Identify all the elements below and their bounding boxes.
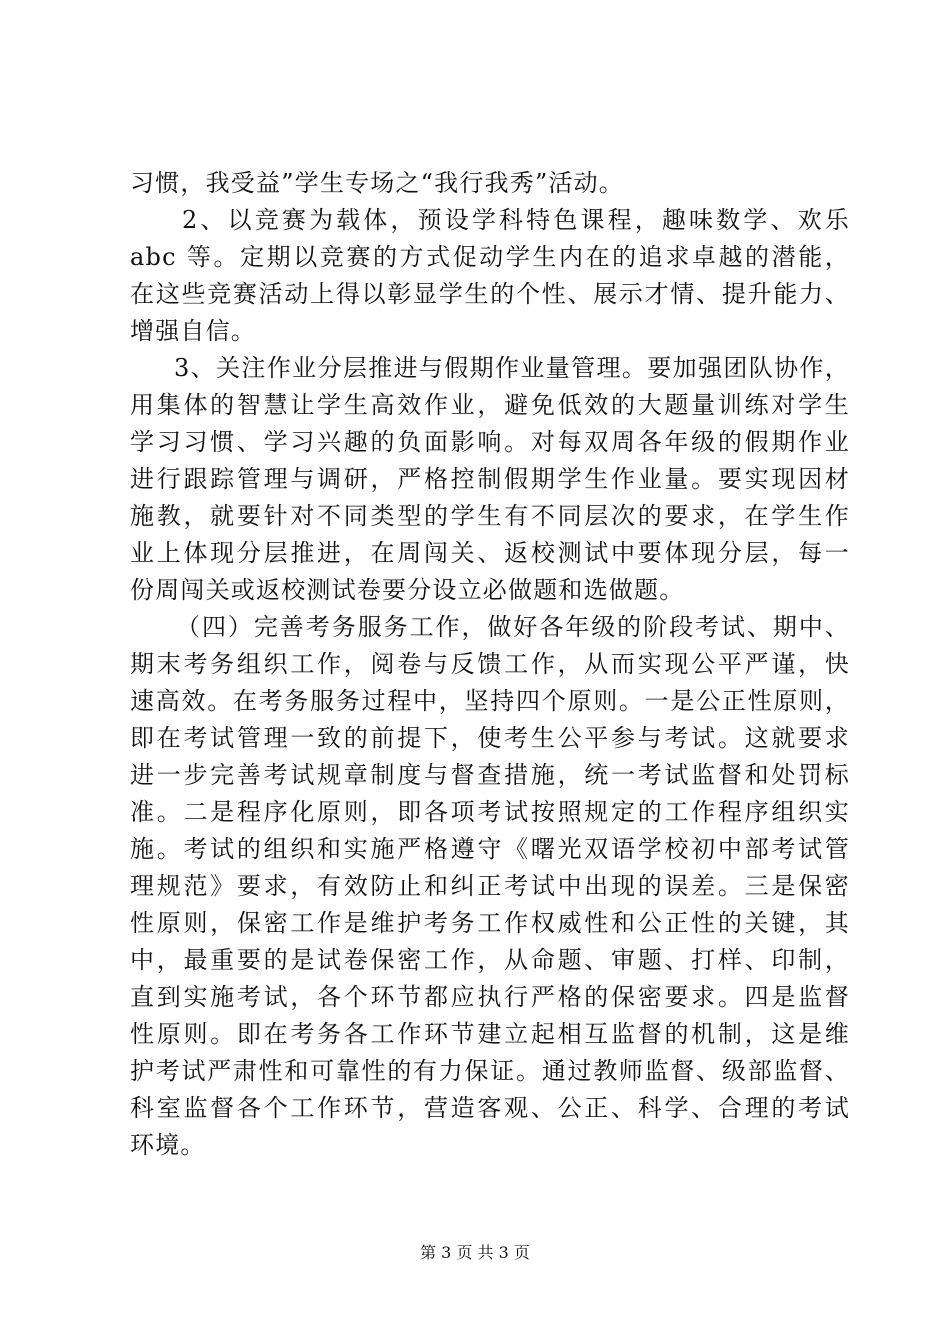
text-line-1: 习惯，我受益”学生专场之“我行我秀”活动。 — [130, 169, 625, 197]
text-line-25: 护考试严肃性和可靠性的有力保证。通过教师监督、级部监督、 — [130, 1057, 850, 1085]
text-line-3: abc 等。定期以竞赛的方式促动学生内在的追求卓越的潜能， — [130, 243, 850, 271]
text-line-4: 在这些竞赛活动上得以彰显学生的个性、展示才情、提升能力、 — [130, 280, 850, 308]
page-footer — [0, 1242, 950, 1264]
text-line-23: 直到实施考试，各个环节都应执行严格的保密要求。四是监督 — [130, 983, 850, 1011]
page-number-label: 第 3 页 共 3 页 — [420, 1243, 530, 1262]
text-line-15: 速高效。在考务服务过程中，坚持四个原则。一是公正性原则， — [130, 687, 850, 715]
text-line-22: 中，最重要的是试卷保密工作，从命题、审题、打样、印制， — [130, 946, 850, 974]
text-line-17: 进一步完善考试规章制度与督查措施，统一考试监督和处罚标 — [130, 761, 850, 789]
text-line-20: 理规范》要求，有效防止和纠正考试中出现的误差。三是保密 — [130, 872, 850, 900]
text-line-7: 用集体的智慧让学生高效作业，避免低效的大题量训练对学生 — [130, 391, 850, 419]
text-line-16: 即在考试管理一致的前提下，使考生公平参与考试。这就要求 — [130, 724, 850, 752]
text-line-27: 环境。 — [130, 1131, 206, 1159]
text-line-24: 性原则。即在考务各工作环节建立起相互监督的机制，这是维 — [130, 1020, 850, 1048]
text-line-19: 施。考试的组织和实施严格遵守《曙光双语学校初中部考试管 — [130, 835, 850, 863]
text-line-2: 2、以竞赛为载体，预设学科特色课程，趣味数学、欢乐 — [182, 206, 850, 234]
document-body — [130, 165, 850, 1164]
text-line-11: 业上体现分层推进，在周闯关、返校测试中要体现分层，每一 — [130, 539, 850, 567]
text-line-5: 增强自信。 — [130, 317, 256, 345]
text-line-10: 施教，就要针对不同类型的学生有不同层次的要求，在学生作 — [130, 502, 850, 530]
text-line-8: 学习习惯、学习兴趣的负面影响。对每双周各年级的假期作业 — [130, 428, 850, 456]
text-line-14: 期末考务组织工作，阅卷与反馈工作，从而实现公平严谨，快 — [130, 650, 850, 678]
text-line-6: 3、关注作业分层推进与假期作业量管理。要加强团队协作， — [174, 354, 850, 382]
text-line-18: 准。二是程序化原则，即各项考试按照规定的工作程序组织实 — [130, 798, 850, 826]
text-line-9: 进行跟踪管理与调研，严格控制假期学生作业量。要实现因材 — [130, 465, 850, 493]
text-line-21: 性原则，保密工作是维护考务工作权威性和公正性的关键，其 — [130, 909, 850, 937]
text-line-26: 科室监督各个工作环节，营造客观、公正、科学、合理的考试 — [130, 1094, 850, 1122]
text-line-12: 份周闯关或返校测试卷要分设立必做题和选做题。 — [130, 576, 685, 604]
text-line-13: （四）完善考务服务工作，做好各年级的阶段考试、期中、 — [176, 613, 850, 641]
